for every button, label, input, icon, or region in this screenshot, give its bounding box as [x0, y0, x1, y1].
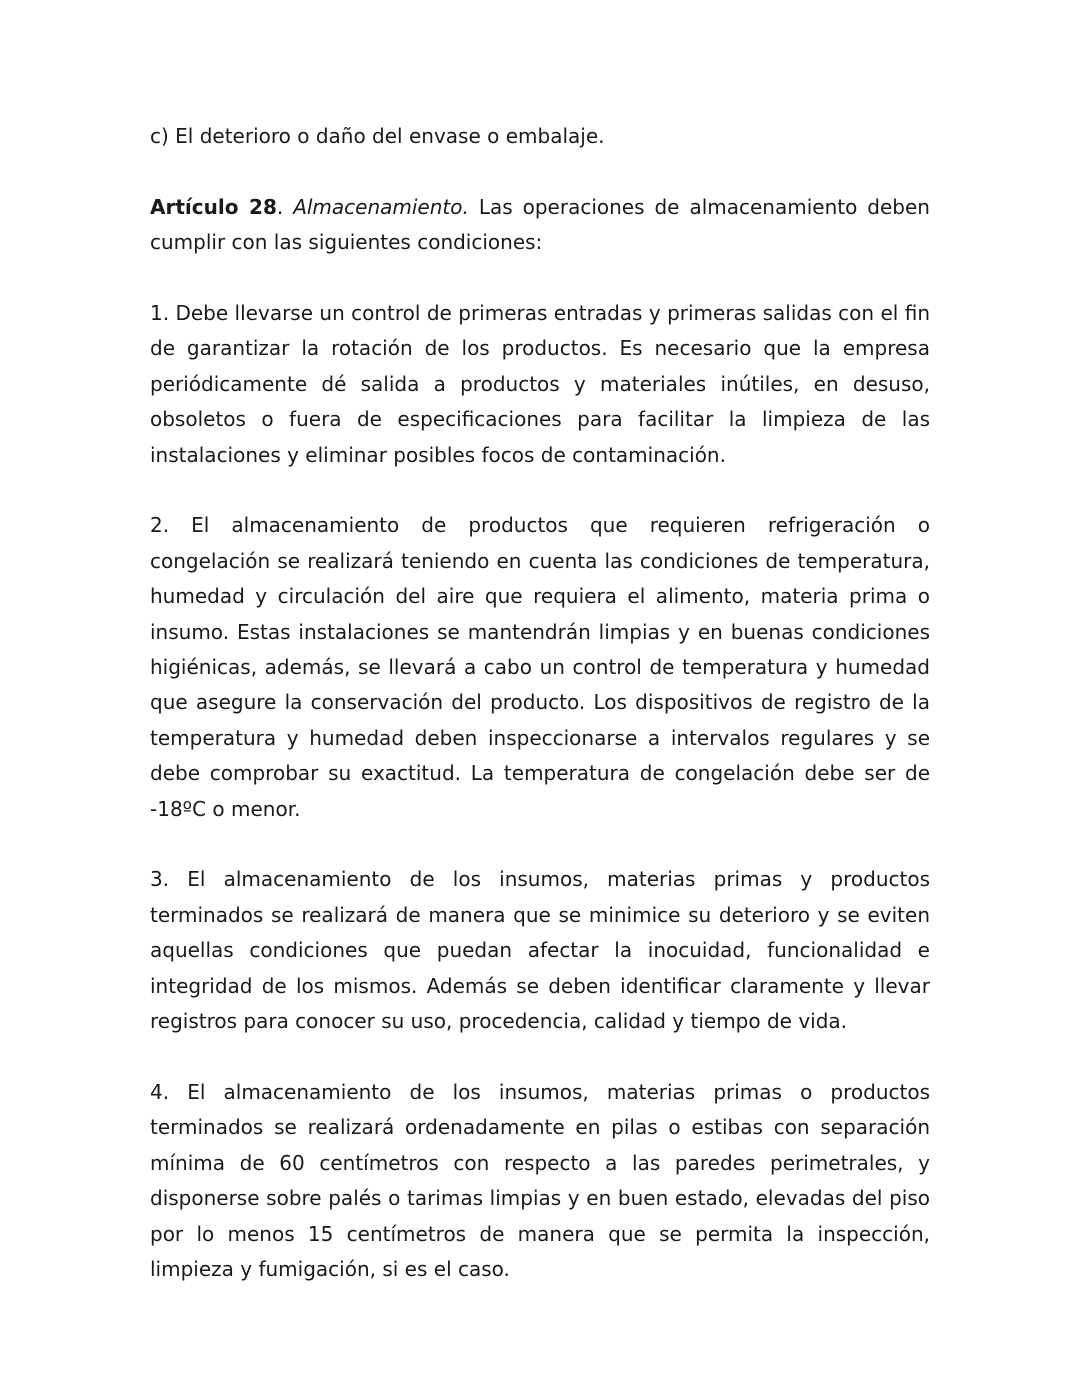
intro-item-c: c) El deterioro o daño del envase o embalaje.: [150, 124, 605, 148]
article-label: Artículo 28: [150, 194, 277, 219]
article-28-heading: [150, 190, 930, 261]
condition-2: 2. El almacenamiento de productos que requieren refrigeración o congelación se realizará teniendo en cuenta las condiciones de temperatura, humedad y circulación del aire que requiera el alimento, materia prima o insumo. Estas instalaciones se mantendrán limpias y en buenas condiciones higiénicas, además, se llevará a cabo un control de temperatura y humedad que asegure la conservación del producto. Los dispositivos de registro de la temperatura y humedad deben inspeccionarse a intervalos regulares y se debe comprobar su exactitud. La temperatura de congelación debe ser de -18ºC o menor.: [150, 513, 930, 821]
document-body: [150, 119, 930, 1287]
article-separator: .: [276, 194, 294, 219]
condition-4: 4. El almacenamiento de los insumos, materias primas o productos terminados se realizará ordenadamente en pilas o estibas con separación mínima de 60 centímetros con respecto a las paredes perimetrales, y disponerse sobre palés o tarimas limpias y en buen estado, elevadas del piso por lo menos 15 centímetros de manera que se permita la inspección, limpieza y fumigación, si es el caso.: [150, 1079, 930, 1281]
condition-3: 3. El almacenamiento de los insumos, materias primas y productos terminados se realizará de manera que se minimice su deterioro y se eviten aquellas condiciones que puedan afectar la inocuidad, funcionalidad e integridad de los mismos. Además se deben identificar claramente y llevar registros para conocer su uso, procedencia, calidad y tiempo de vida.: [150, 867, 930, 1034]
article-lead-text: Las operaciones de almacenamiento deben cumplir con las siguientes condiciones:: [150, 194, 930, 255]
condition-1: 1. Debe llevarse un control de primeras entradas y primeras salidas con el fin de garantizar la rotación de los productos. Es necesario que la empresa periódicamente dé salida a productos y materiales inútiles, en desuso, obsoletos o fuera de especificaciones para facilitar la limpieza de las instalaciones y eliminar posibles focos de contaminación.: [150, 301, 930, 467]
article-title: Almacenamiento.: [293, 194, 469, 219]
